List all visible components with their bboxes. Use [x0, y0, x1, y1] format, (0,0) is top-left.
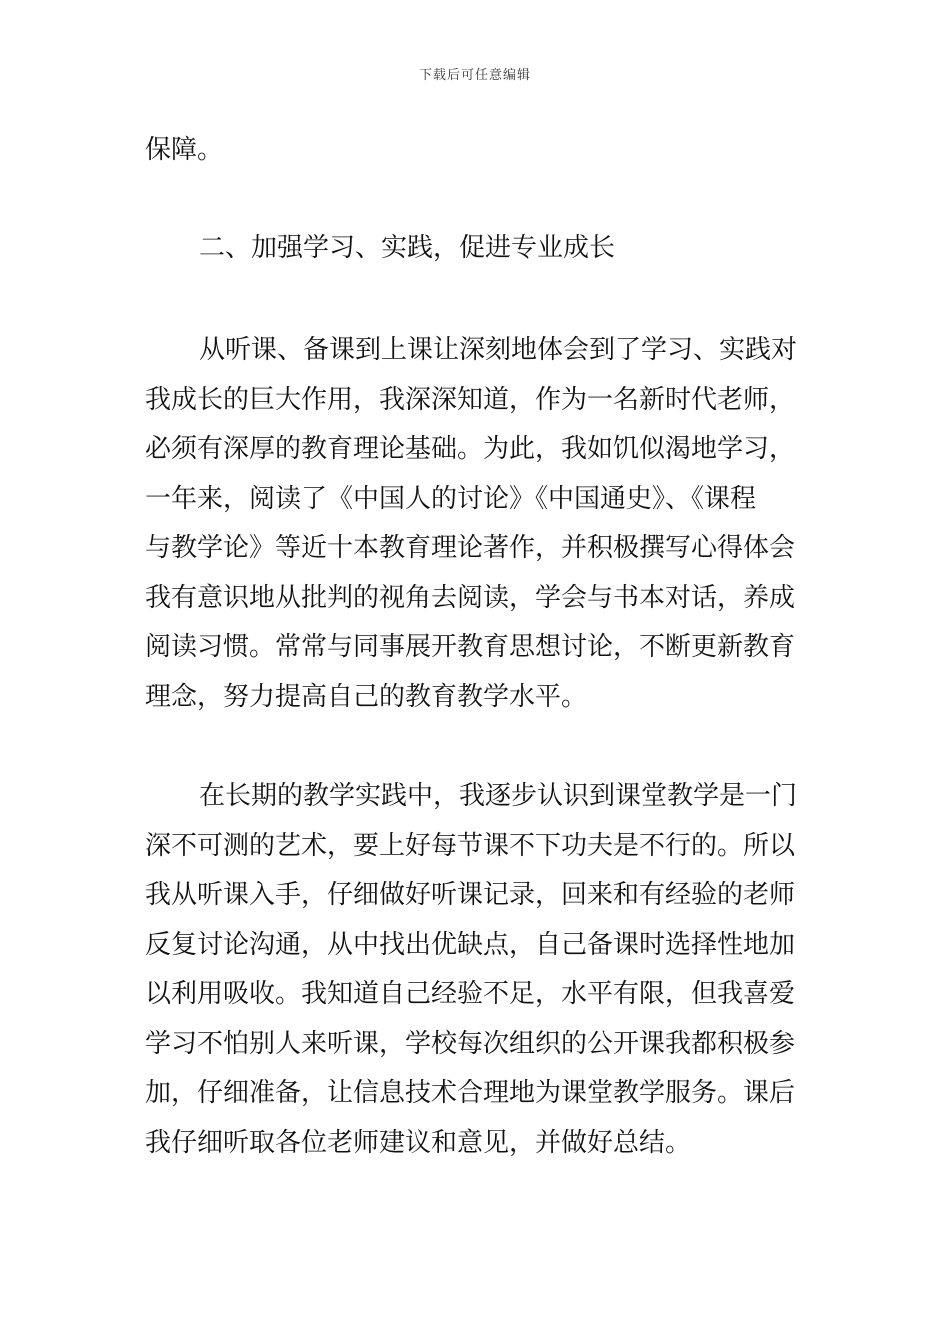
text-line: 学习不怕别人来听课，学校每次组织的公开课我都积极参 — [145, 1028, 796, 1059]
paragraph-practice — [145, 772, 807, 1168]
text-line: 与教学论》等近十本教育理论著作，并积极撰写心得体会 — [145, 533, 796, 563]
text-line: 反复讨论沟通，从中找出优缺点，自己备课时选择性地加 — [145, 929, 796, 960]
text-line: 一年来，阅读了《中国人的讨论》《中国通史》、《课程 — [145, 483, 757, 514]
paragraph-learning — [145, 326, 807, 722]
text-line: 理念，努力提高自己的教育教学水平。 — [145, 681, 588, 712]
section-heading — [145, 224, 807, 274]
section-heading-text: 二、加强学习、实践，促进专业成长 — [199, 233, 616, 263]
text-line: 以利用吸收。我知道自己经验不足，水平有限，但我喜爱 — [145, 979, 796, 1009]
text-line: 我成长的巨大作用，我深深知道，作为一名新时代老师， — [145, 384, 796, 415]
paragraph-fragment — [145, 126, 807, 176]
text-line: 我从听课入手，仔细做好听课记录，回来和有经验的老师 — [145, 880, 796, 910]
text-line: 从听课、备课到上课让深刻地体会到了学习、实践对 — [199, 335, 798, 365]
page-header-note: 下载后可任意编辑 — [418, 68, 531, 83]
text-line: 深不可测的艺术，要上好每节课不下功夫是不行的。所以 — [145, 830, 796, 861]
text-line: 我有意识地从批判的视角去阅读，学会与书本对话，养成 — [145, 582, 796, 613]
text-line: 必须有深厚的教育理论基础。为此，我如饥似渴地学习， — [145, 434, 796, 464]
text-line: 在长期的教学实践中，我逐步认识到课堂教学是一门 — [199, 781, 798, 811]
text-line: 加，仔细准备，让信息技术合理地为课堂教学服务。课后 — [145, 1078, 796, 1108]
text-line: 阅读习惯。常常与同事展开教育思想讨论，不断更新教育 — [145, 632, 796, 662]
text-line: 我仔细听取各位老师建议和意见，并做好总结。 — [145, 1127, 692, 1158]
text-line: 保障。 — [145, 135, 224, 165]
